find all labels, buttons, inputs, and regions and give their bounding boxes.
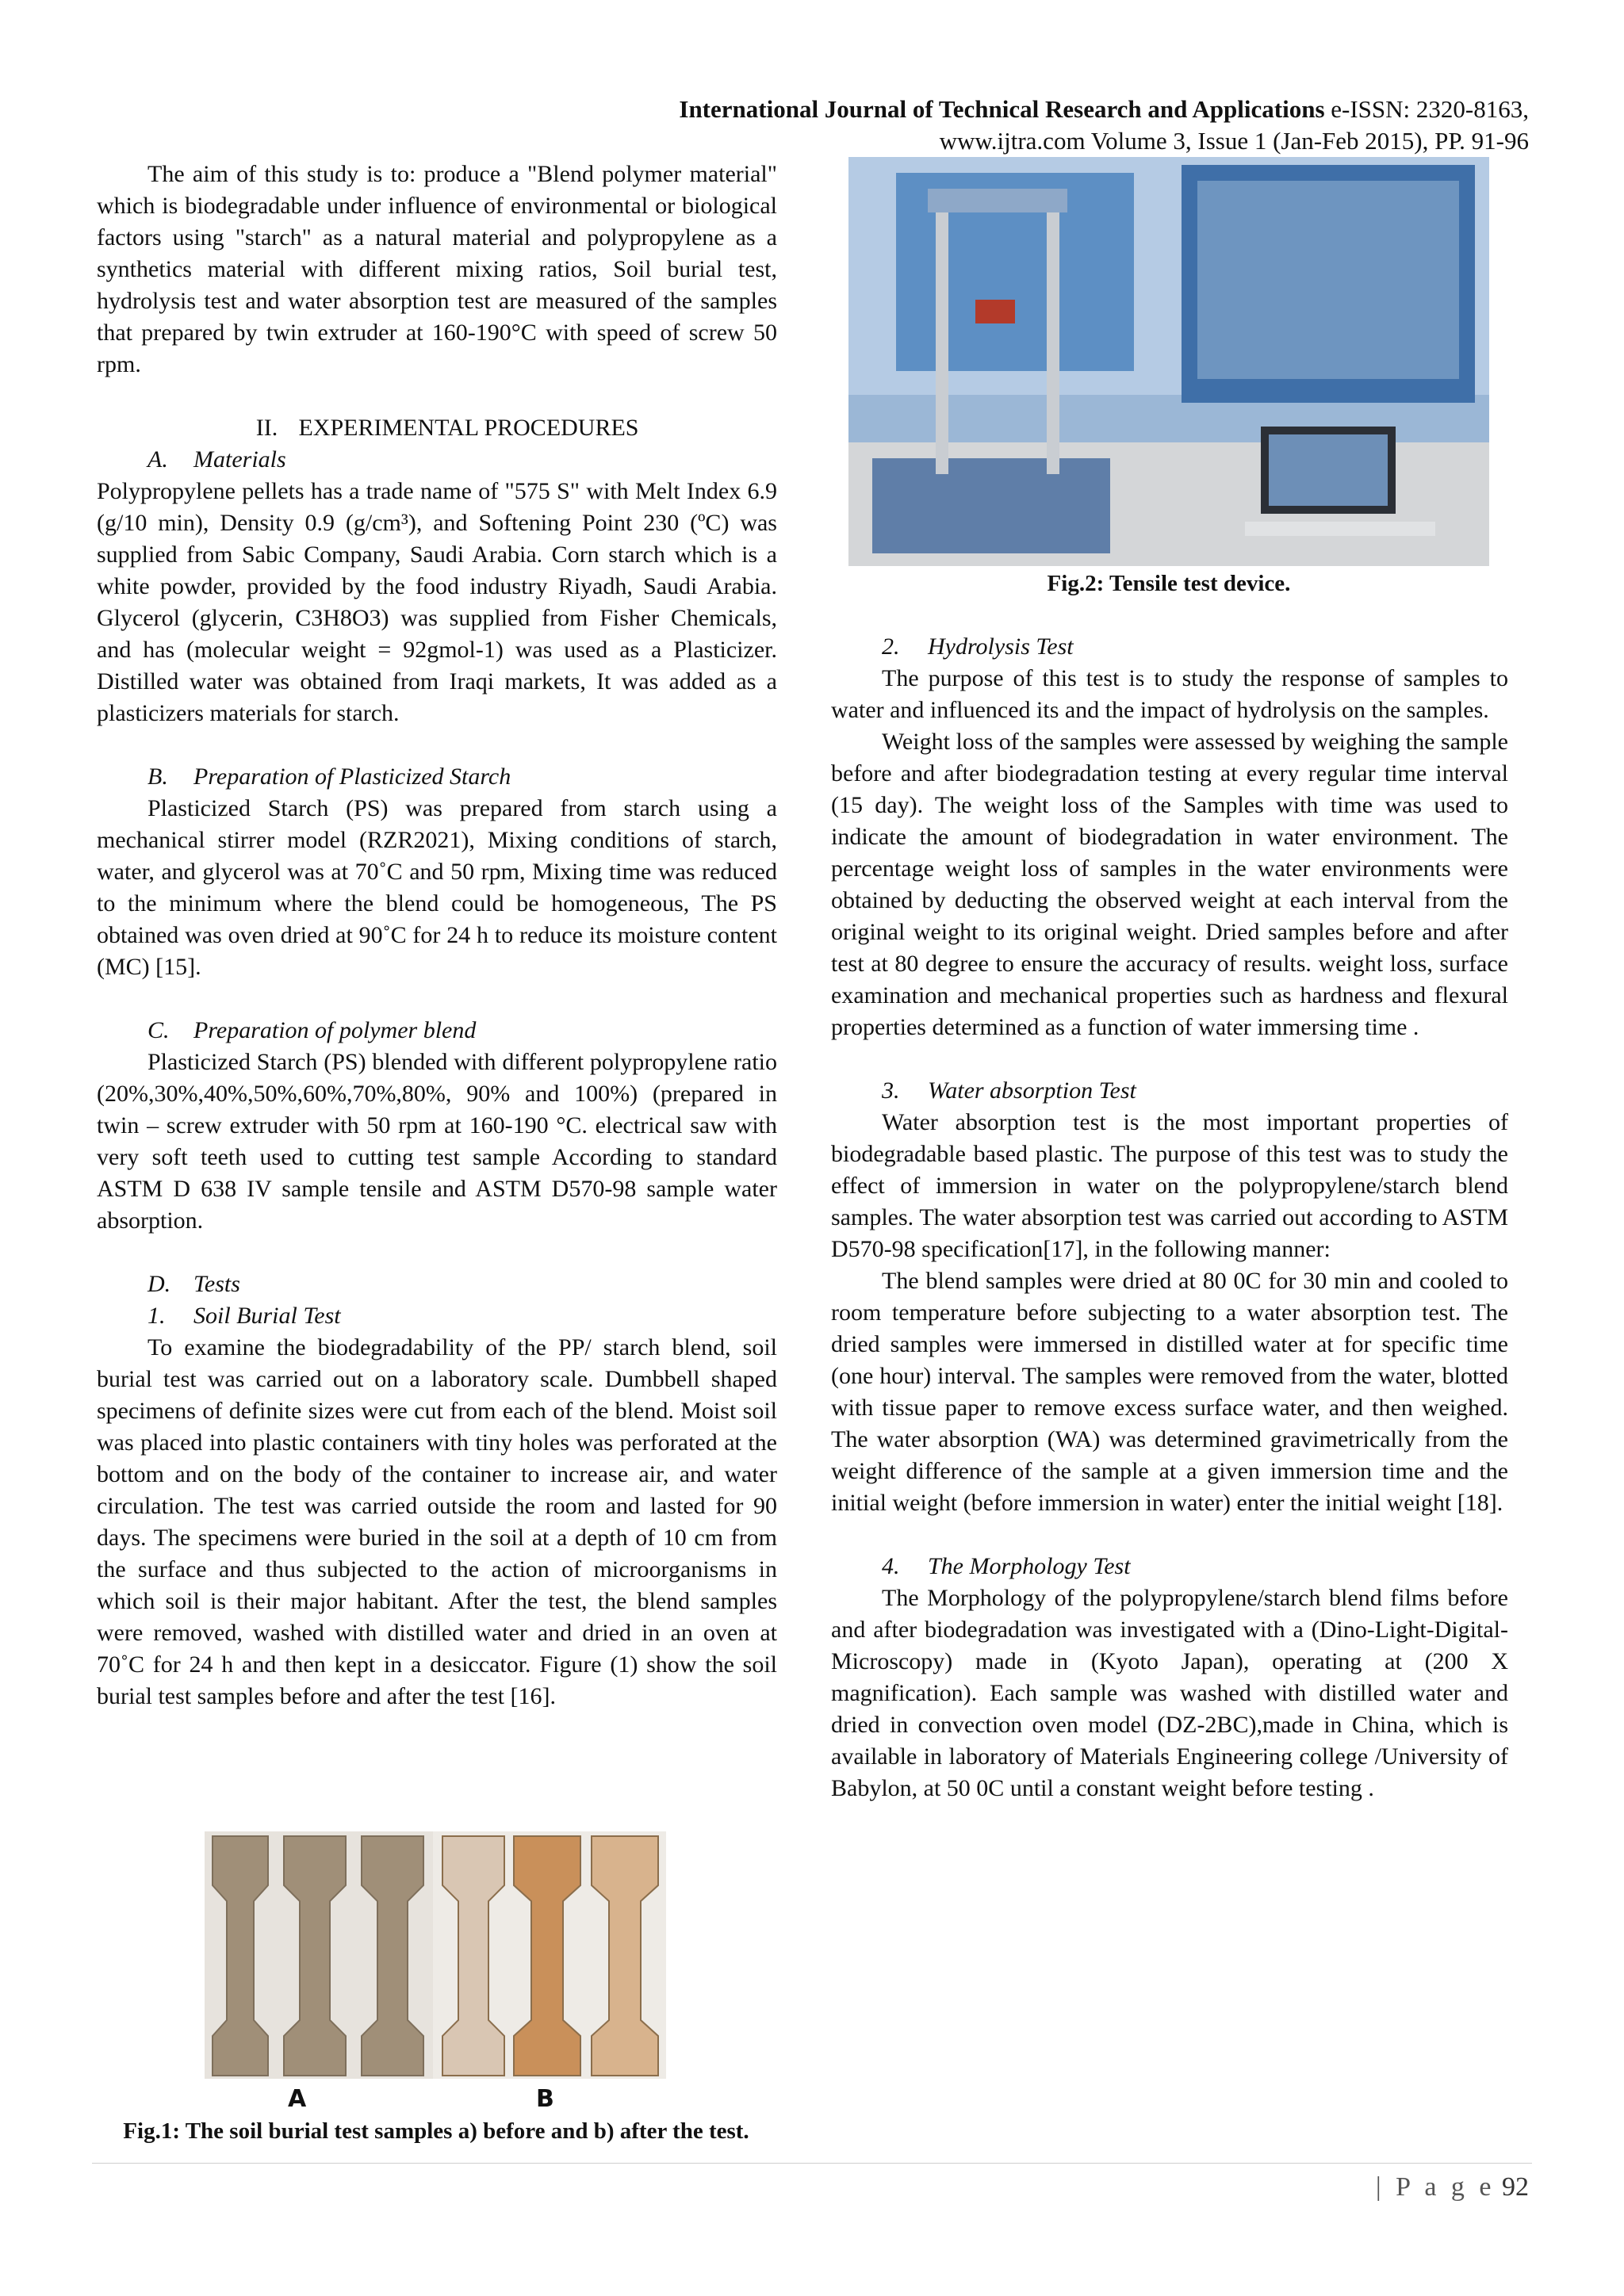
subheading-tests: D. Tests: [147, 1271, 240, 1297]
journal-name: International Journal of Technical Research and Applications: [679, 95, 1325, 123]
hydrolysis-paragraph-1: The purpose of this test is to study the response of samples to water and influenced its and the impact of hydrolysis on the samples.: [831, 665, 1508, 723]
plasticized-paragraph: Plasticized Starch (PS) was prepared from starch using a mechanical stirrer model (RZR2021), Mixing conditions of starch, water, and glycerol was at 70˚C and 50 rpm, Mixing time was reduced to the minimum where the blend could be homogeneous, The PS obtained was oven dried at 90˚C for 24 h to reduce its moisture content (MC) [15].: [97, 795, 777, 980]
left-column: [97, 159, 777, 1712]
water-paragraph-1: Water absorption test is the most important properties of biodegradable based plastic. The purpose of this test was to study the effect of immersion in water on the polypropylene/starch blend samples. The water absorption test was carried out according to ASTM D570-98 specification[17], in the following manner:: [831, 1109, 1508, 1262]
section-heading: [97, 412, 777, 444]
figure-2-photo: [848, 157, 1489, 566]
subheading-hydrolysis: 2. Hydrolysis Test: [882, 633, 1074, 660]
soil-paragraph: To examine the biodegradability of the PP/ starch blend, soil burial test was carried out on a laboratory scale. Dumbbell shaped specimens of definite sizes were cut from each of the blend. Moist soil was placed into plastic containers with tiny holes was perforated at the bottom and on the body of the container to increase air, and water circulation. The test was carried outside the room and lasted for 90 days. The specimens were buried in the soil at a depth of 10 cm from the surface and thus subjected to the action of microorganisms in which soil is their major habitant. After the test, the blend samples were removed, washed with distilled water and dried in an oven at 70˚C for 24 h and then kept in a desiccator. Figure (1) show the soil burial test samples before and after the test [16].: [97, 1334, 777, 1709]
figure-1-label-a: A: [288, 2085, 307, 2113]
blend-paragraph: Plasticized Starch (PS) blended with different polypropylene ratio (20%,30%,40%,50%,60%,70%,80%, 90% and 100%) (prepared in twin – screw extruder with 50 rpm at 160-190 °C. electrical saw with very soft teeth used to cutting test sample According to standard ASTM D 638 IV sample tensile and ASTM D570-98 sample water absorption.: [97, 1049, 777, 1234]
soil-samples-image: [205, 1831, 666, 2079]
water-paragraph-2: The blend samples were dried at 80 0C for 30 min and cooled to room temperature before subjecting to a water absorption test. The dried samples were immersed in distilled water at for specific time (one hour) interval. The samples were removed from the water, blotted with tissue paper to remove excess surface water, and then weighed. The water absorption (WA) was determined gravimetrically from the weight difference of the sample at a given immersion time and the initial weight (before immersion in water) enter the initial weight [18].: [831, 1268, 1508, 1516]
subheading-plasticized-starch: B. Preparation of Plasticized Starch: [147, 763, 511, 790]
subheading-materials: A. Materials: [147, 446, 286, 473]
figure-2-caption: Fig.2: Tensile test device.: [1047, 571, 1291, 596]
page-number: | P a g e 92: [1375, 2172, 1529, 2202]
header-line-2: www.ijtra.com Volume 3, Issue 1 (Jan-Feb 2015), PP. 91-96: [939, 127, 1529, 155]
section-title: EXPERIMENTAL PROCEDURES: [298, 415, 639, 441]
figure-1-caption: Fig.1: The soil burial test samples a) before and b) after the test.: [123, 2118, 749, 2144]
intro-paragraph: The aim of this study is to: produce a "Blend polymer material" which is biodegradable under influence of environmental or biological factors using "starch" as a natural material and polypropylene as a synthetics material with different mixing ratios, Soil burial test, hydrolysis test and water absorption test are measured of the samples that prepared by twin extruder at 160-190°C with speed of screw 50 rpm.: [97, 161, 777, 377]
figure-1-label-b: B: [536, 2085, 554, 2113]
footer-divider: [92, 2163, 1532, 2164]
right-column: [831, 631, 1508, 1804]
subheading-water-absorption: 3. Water absorption Test: [882, 1077, 1136, 1104]
subheading-soil-burial: 1. Soil Burial Test: [147, 1303, 341, 1329]
figure-1-photo: [205, 1831, 666, 2079]
materials-paragraph: Polypropylene pellets has a trade name of "575 S" with Melt Index 6.9 (g/10 min), Density 0.9 (g/cm³), and Softening Point 230 (ºC) was supplied from Sabic Company, Saudi Arabia. Corn starch which is a white powder, provided by the food industry Riyadh, Saudi Arabia. Glycerol (glycerin, C3H8O3) was supplied from Fisher Chemicals, and has (molecular weight = 92gmol-1) was used as a Plasticizer. Distilled water was obtained from Iraqi markets, It was added as a plasticizers materials for starch.: [97, 478, 777, 726]
section-number: II.: [255, 415, 278, 441]
hydrolysis-paragraph-2: Weight loss of the samples were assessed by weighing the sample before and after biodegradation testing at every regular time interval (15 day). The weight loss of the Samples with time was used to indicate the amount of biodegradation in water environment. The percentage weight loss of samples in the water environments were obtained by deducting the observed weight at each interval from the original weight to its original weight. Dried samples before and after test at 80 degree to ensure the accuracy of results. weight loss, surface examination and mechanical properties such as hardness and flexural properties determined as a function of water immersing time .: [831, 729, 1508, 1040]
journal-header: [679, 94, 1529, 157]
subheading-polymer-blend: C. Preparation of polymer blend: [147, 1017, 477, 1043]
journal-issn: e-ISSN: 2320-8163,: [1324, 95, 1529, 123]
header-line-1: [679, 94, 1529, 125]
morphology-paragraph: The Morphology of the polypropylene/starch blend films before and after biodegradation was investigated with a (Dino-Light-Digital-Microscopy) made in (Kyoto Japan), operating at (200 X magnification). Each sample was washed with distilled water and dried in convection oven model (DZ-2BC),made in China, which is available in laboratory of Materials Engineering college /University of Babylon, at 50 0C until a constant weight before testing .: [831, 1585, 1508, 1801]
tensile-device-image: [848, 157, 1489, 566]
subheading-morphology: 4. The Morphology Test: [882, 1553, 1131, 1579]
